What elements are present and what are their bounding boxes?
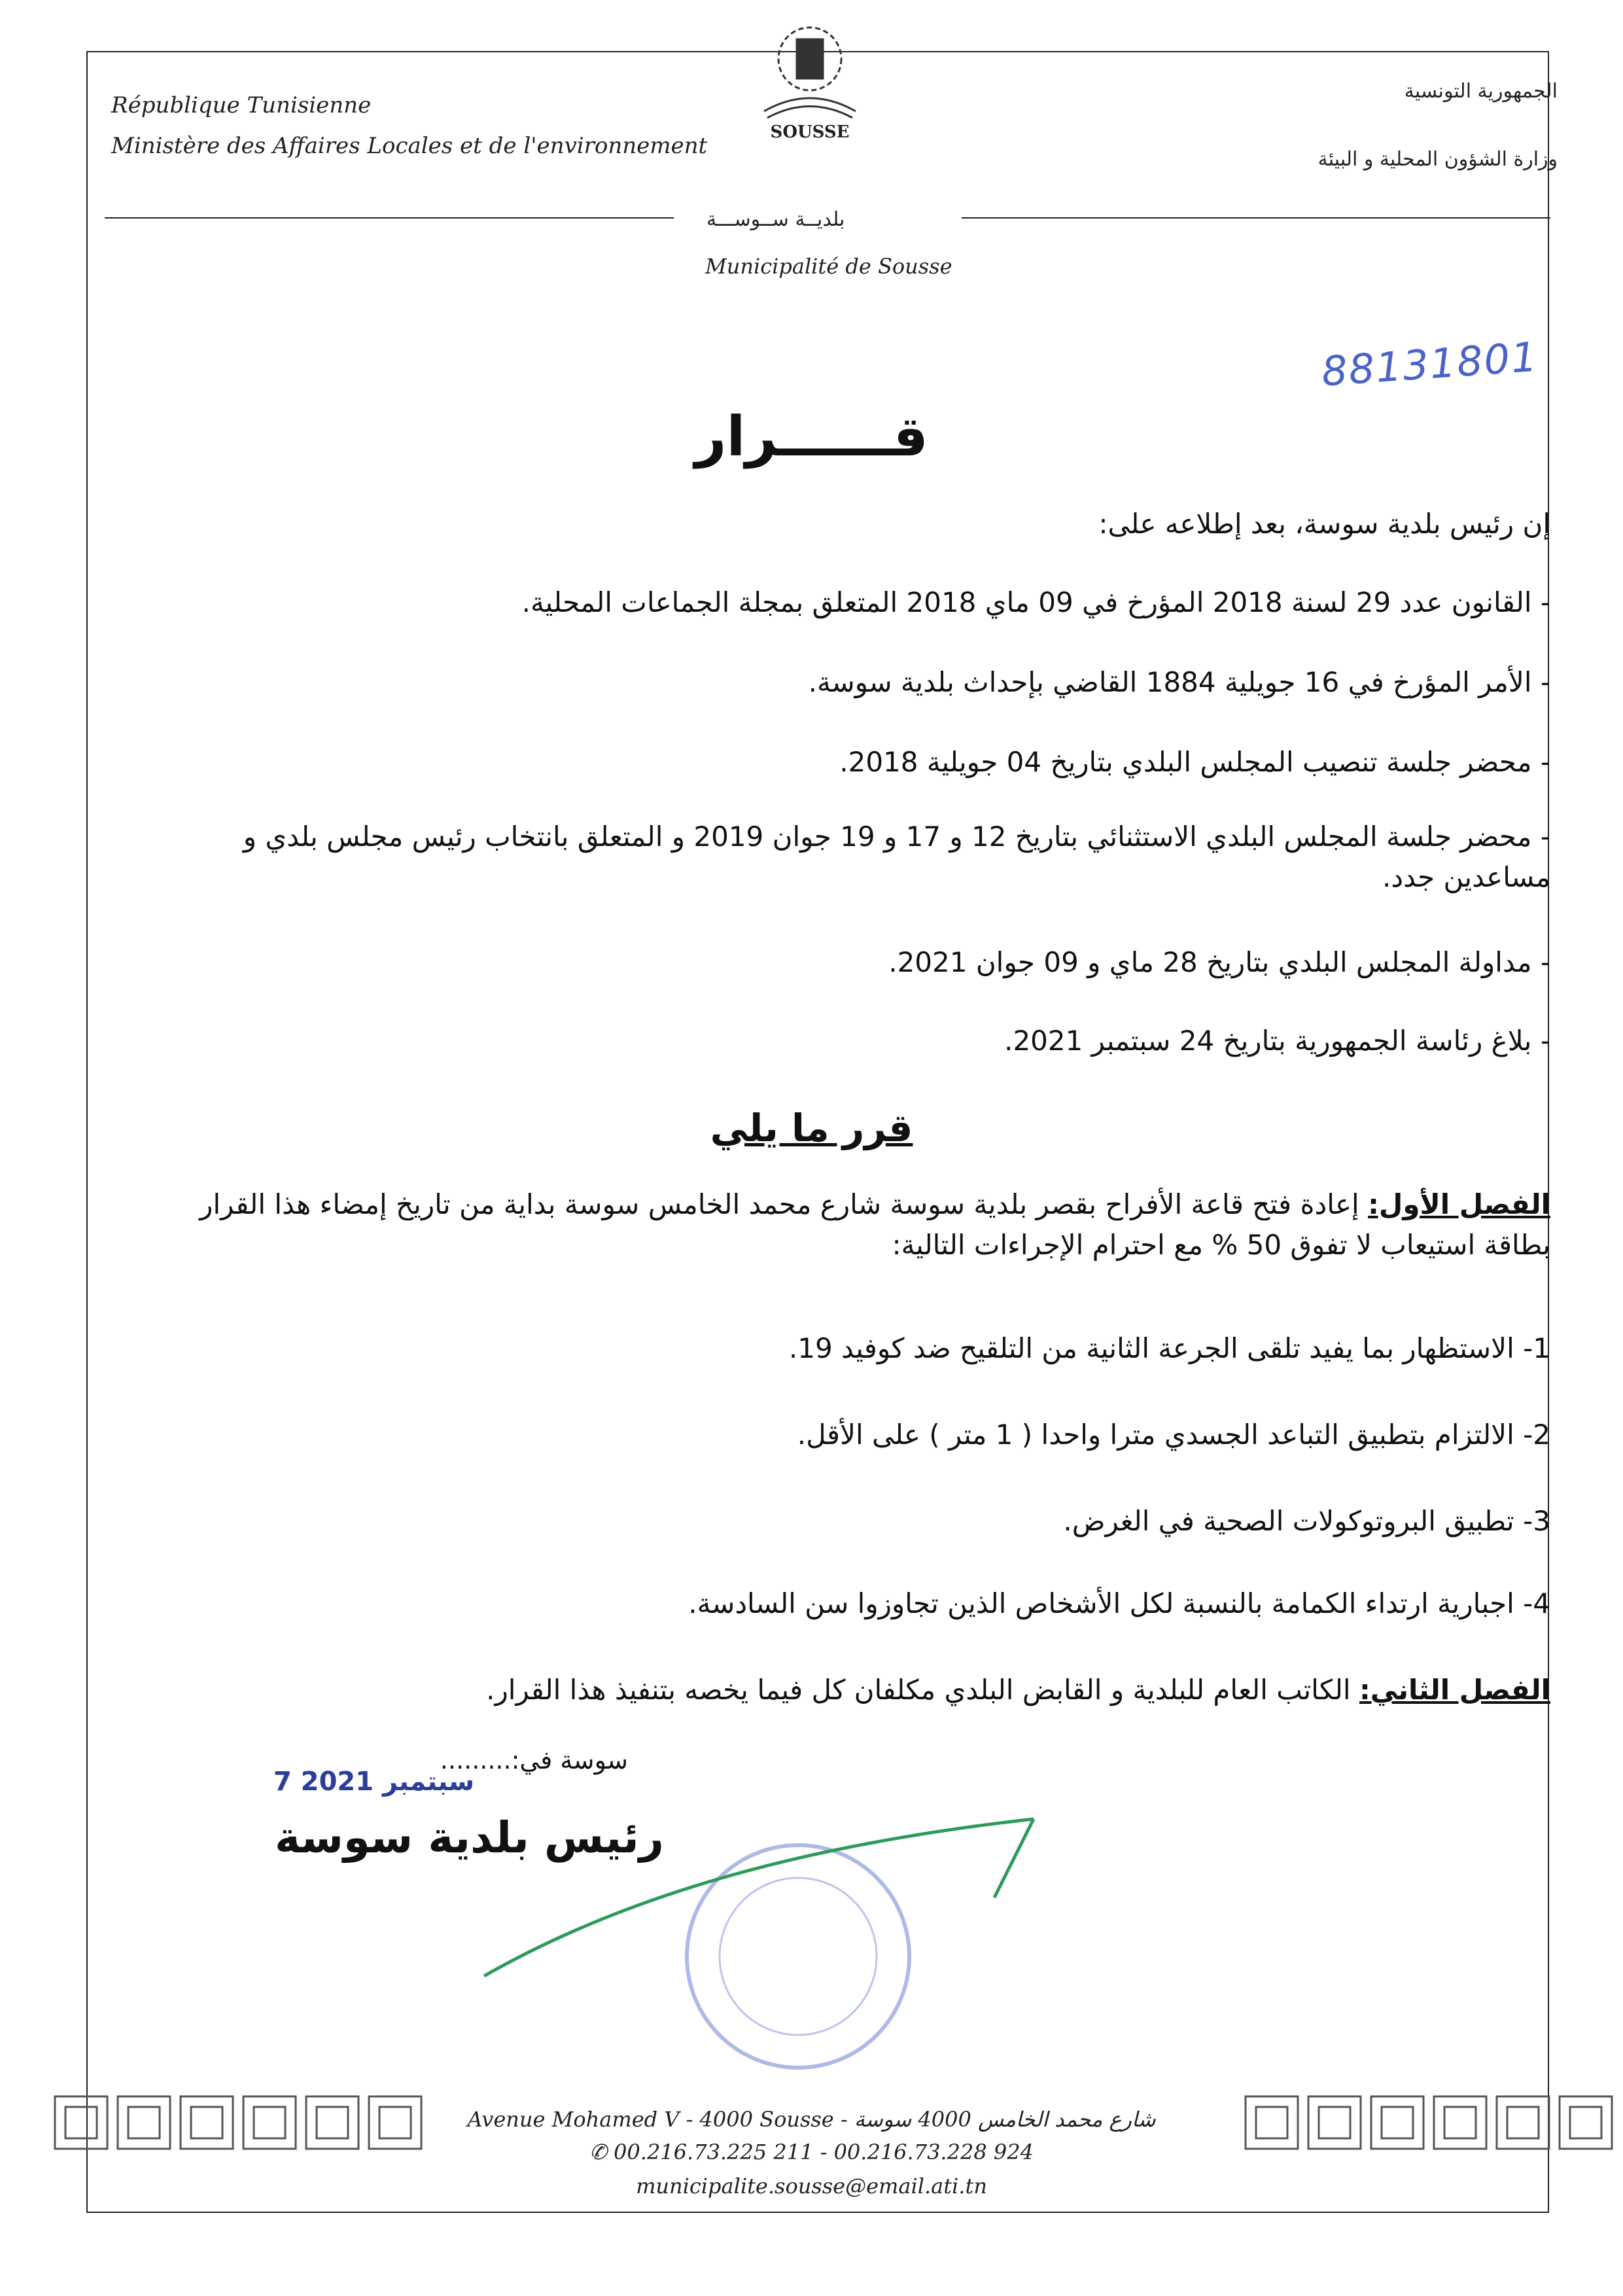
consideration-5: - مداولة المجلس البلدي بتاريخ 28 ماي و 09 جوان 2021. [888,946,1550,978]
header-republic-fr: République Tunisienne [111,92,372,118]
measure-1: 1- الاستظهار بما يفيد تلقى الجرعة الثانية من التلقيح ضد كوفيد 19. [788,1332,1550,1364]
consideration-4: - محضر جلسة المجلس البلدي الاستثنائي بتاريخ 12 و 17 و 19 جوان 2019 و المتعلق بانتخاب رئيس مجلس بلدي و مساعدين جدد. [243,821,1550,893]
consideration-2: - الأمر المؤرخ في 16 جويلية 1884 القاضي بإحداث بلدية سوسة. [808,666,1550,698]
article-1-text: إعادة فتح قاعة الأفراح بقصر بلدية سوسة شارع محمد الخامس سوسة بداية من تاريخ إمضاء هذا القرار بطاقة استيعاب لا تفوق 50 % مع احترام الإجراءات التالية: [200,1188,1550,1261]
consideration-6: - بلاغ رئاسة الجمهورية بتاريخ 24 سبتمبر 2021. [1004,1025,1550,1057]
measure-3: 3- تطبيق البروتوكولات الصحية في الغرض. [1063,1505,1550,1537]
official-stamp [458,1806,1047,2081]
sousse-emblem-icon [751,13,869,144]
place-date: سوسة في:......... [440,1746,628,1775]
footer-email: municipalite.sousse@email.ati.tn [636,2174,987,2199]
mayor-title: رئيس بلدية سوسة [275,1812,664,1863]
header-rule-left [105,217,674,219]
header-ministry-fr: Ministère des Affaires Locales et de l'environnement [111,133,708,159]
emblem-label: SOUSSE [770,122,850,142]
decision-heading: قرر ما يلي [710,1106,913,1150]
footer-address: Avenue Mohamed V - 4000 Sousse - شارع محمد الخامس 4000 سوسة [467,2107,1156,2132]
article-2 [131,1670,1550,1710]
header-ministry-ar: وزارة الشؤون المحلية و البيئة [1318,148,1558,171]
footer-ornament-left [52,2094,432,2153]
article-1-label: الفصل الأول: [1368,1188,1550,1220]
phones-text: 00.216.73.225 211 - 00.216.73.228 924 [614,2140,1034,2164]
measure-4: 4- اجبارية ارتداء الكمامة بالنسبة لكل الأشخاص الذين تجاوزوا سن السادسة. [688,1587,1550,1619]
consideration-3: - محضر جلسة تنصيب المجلس البلدي بتاريخ 04 جويلية 2018. [839,746,1550,778]
article-2-label: الفصل الثاني: [1359,1674,1550,1706]
measure-2: 2- الالتزام بتطبيق التباعد الجسدي مترا واحدا ( 1 متر ) على الأقل. [797,1419,1550,1451]
municipality-fr: Municipalité de Sousse [705,254,952,279]
preamble: إن رئيس بلدية سوسة، بعد إطلاعه على: [1098,508,1550,540]
article-1 [131,1184,1550,1265]
municipality-ar: بلديــة ســوســـة [707,208,845,231]
date-stamp: 7 سبتمبر 2021 [273,1767,475,1797]
footer-ornament-right [1243,2094,1622,2153]
header-french [111,85,707,166]
header-rule-right [962,217,1550,219]
header-republic-ar: الجمهورية التونسية [1404,80,1558,103]
decision-title: قــــــرار [695,404,928,468]
article-2-text: الكاتب العام للبلدية و القابض البلدي مكلفان كل فيما يخصه بتنفيذ هذا القرار. [486,1674,1351,1706]
reference-number: 88131801 [1319,332,1540,396]
header-arabic [1318,58,1558,194]
phone-icon: ✆ [589,2140,614,2164]
consideration-1: - القانون عدد 29 لسنة 2018 المؤرخ في 09 ماي 2018 المتعلق بمجلة الجماعات المحلية. [521,586,1550,618]
